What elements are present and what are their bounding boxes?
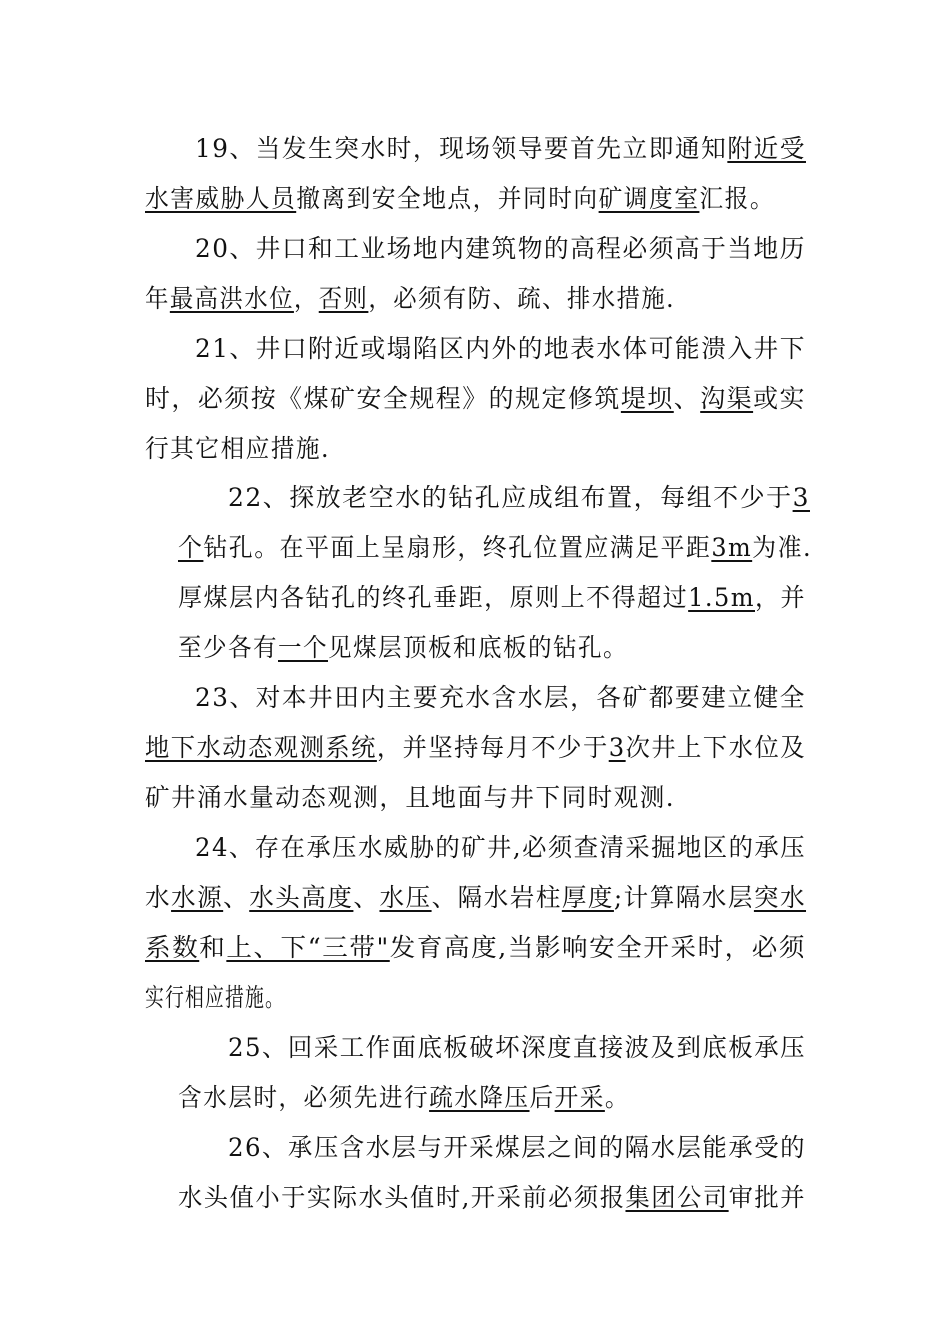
text-line: [195, 132, 813, 166]
text-line: [145, 881, 818, 915]
text-segment: 、: [223, 883, 250, 912]
text-line: [195, 831, 822, 865]
text-line: [228, 481, 810, 515]
text-line: [145, 282, 711, 316]
text-segment: 水: [145, 883, 172, 912]
text-segment: 厚煤层内各钻孔的终孔垂距，原则上不得超过: [178, 583, 689, 612]
underlined-term: 水头高度: [249, 883, 354, 912]
text-line: [178, 1181, 823, 1215]
underlined-term: 水压: [379, 883, 432, 912]
underlined-term: 突水: [753, 883, 807, 912]
text-segment: 24、存在承压水威胁的矿井,必须查清采掘地区的承压: [195, 833, 807, 862]
line-text: [145, 432, 330, 466]
text-line: [178, 1081, 655, 1115]
line-text: [228, 1031, 806, 1065]
line-text: [145, 382, 806, 416]
text-segment: 21、井口附近或塌陷区内外的地表水体可能溃入井下: [195, 334, 806, 363]
text-line: [195, 232, 813, 266]
line-text: [195, 681, 806, 715]
line-text: [145, 981, 285, 1015]
line-text: [145, 282, 675, 316]
line-text: [195, 132, 806, 166]
underlined-term: 堤坝: [620, 384, 674, 413]
text-segment: 年: [145, 284, 170, 313]
line-text: [145, 781, 675, 815]
text-segment: 为准.: [752, 533, 813, 562]
line-text: [145, 931, 806, 965]
text-line: [145, 781, 684, 815]
text-line: [195, 332, 813, 366]
underlined-term: 沟渠: [700, 384, 754, 413]
line-text: [178, 631, 628, 665]
text-segment: ，并坚持每月不少于: [376, 733, 609, 762]
underlined-term: 个: [178, 533, 204, 562]
line-text: [195, 332, 806, 366]
underlined-term: 3: [792, 483, 811, 512]
text-line: [145, 731, 825, 765]
text-segment: 23、对本井田内主要充水含水层，各矿都要建立健全: [195, 683, 806, 712]
line-text: [145, 182, 775, 216]
text-segment: 时，必须按《煤矿安全规程》的规定修筑: [145, 384, 621, 413]
text-segment: 撤离到安全地点，并同时向: [296, 184, 599, 213]
underlined-term: 疏水降压: [429, 1083, 530, 1112]
underlined-term: 3m: [711, 533, 753, 562]
underlined-term: 矿调度室: [598, 184, 700, 213]
text-segment: 矿井涌水量动态观测，且地面与井下同时观测.: [145, 783, 676, 812]
text-segment: 见煤层顶板和底板的钻孔。: [328, 633, 628, 662]
text-line: [178, 581, 831, 615]
underlined-term: 上、下“三带": [226, 933, 390, 962]
line-text: [178, 531, 812, 565]
text-segment: 钻孔。在平面上呈扇形，终孔位置应满足平距: [203, 533, 712, 562]
text-line: [145, 382, 808, 416]
underlined-term: 否则: [318, 284, 369, 313]
text-segment: 、: [353, 883, 380, 912]
text-segment: 汇报。: [699, 184, 776, 213]
text-segment: 行其它相应措施.: [145, 434, 330, 463]
text-line: [195, 681, 813, 715]
underlined-term: 一个: [278, 633, 329, 662]
text-segment: 、隔水岩柱: [431, 883, 562, 912]
underlined-term: 开采: [554, 1083, 605, 1112]
text-segment: ，必须有防、疏、排水措施.: [368, 284, 676, 313]
text-segment: 或实: [753, 384, 806, 413]
line-text: [195, 232, 806, 266]
underlined-term: 集团公司: [625, 1183, 729, 1212]
line-text: [228, 481, 810, 515]
text-segment: 至少各有: [178, 633, 279, 662]
text-line: [145, 182, 808, 216]
text-segment: 19、当发生突水时，现场领导要首先立即通知: [195, 134, 728, 163]
text-segment: ，: [293, 284, 319, 313]
text-segment: 20、井口和工业场地内建筑物的高程必须高于当地历: [195, 234, 806, 263]
line-text: [178, 1181, 806, 1215]
text-segment: 审批并: [728, 1183, 806, 1212]
text-segment: 次井上下水位及: [625, 733, 806, 762]
line-text: [195, 831, 806, 865]
line-text: [145, 731, 806, 765]
line-text: [178, 1081, 630, 1115]
text-segment: ，并: [755, 583, 807, 612]
text-line: [145, 981, 331, 1015]
text-line: [228, 1031, 819, 1065]
text-segment: 水头值小于实际水头值时,开采前必须报: [178, 1183, 626, 1212]
underlined-term: 地下水动态观测系统: [145, 733, 377, 762]
underlined-term: 水害威胁人员: [145, 184, 297, 213]
underlined-term: 系数: [145, 933, 200, 962]
text-segment: 25、回采工作面底板破坏深度直接波及到底板承压: [228, 1033, 807, 1062]
text-line: [178, 631, 655, 665]
underlined-term: 3: [608, 733, 626, 762]
text-line: [178, 531, 840, 565]
underlined-term: 最高洪水位: [169, 284, 294, 313]
line-text: [228, 1131, 806, 1165]
text-line: [228, 1131, 819, 1165]
text-segment: 后: [529, 1083, 555, 1112]
text-line: [145, 432, 340, 466]
underlined-term: 厚度: [561, 883, 614, 912]
text-segment: 发育高度,当影响安全开采时，必须: [389, 933, 807, 962]
text-segment: 、: [673, 384, 701, 413]
text-segment: ;计算隔水层: [613, 883, 754, 912]
text-segment: 。: [604, 1083, 630, 1112]
text-segment: 含水层时，必须先进行: [178, 1083, 430, 1112]
underlined-term: 附近受: [727, 134, 806, 163]
underlined-term: 水源: [171, 883, 224, 912]
text-segment: 22、探放老空水的钻孔应成组布置，每组不少于: [228, 483, 793, 512]
text-segment: 实行相应措施。: [145, 983, 286, 1012]
underlined-term: 1.5m: [688, 583, 756, 612]
text-segment: 和: [199, 933, 227, 962]
text-line: [145, 931, 807, 965]
line-text: [178, 581, 806, 615]
line-text: [145, 881, 806, 915]
text-segment: 26、承压含水层与开采煤层之间的隔水层能承受的: [228, 1133, 807, 1162]
